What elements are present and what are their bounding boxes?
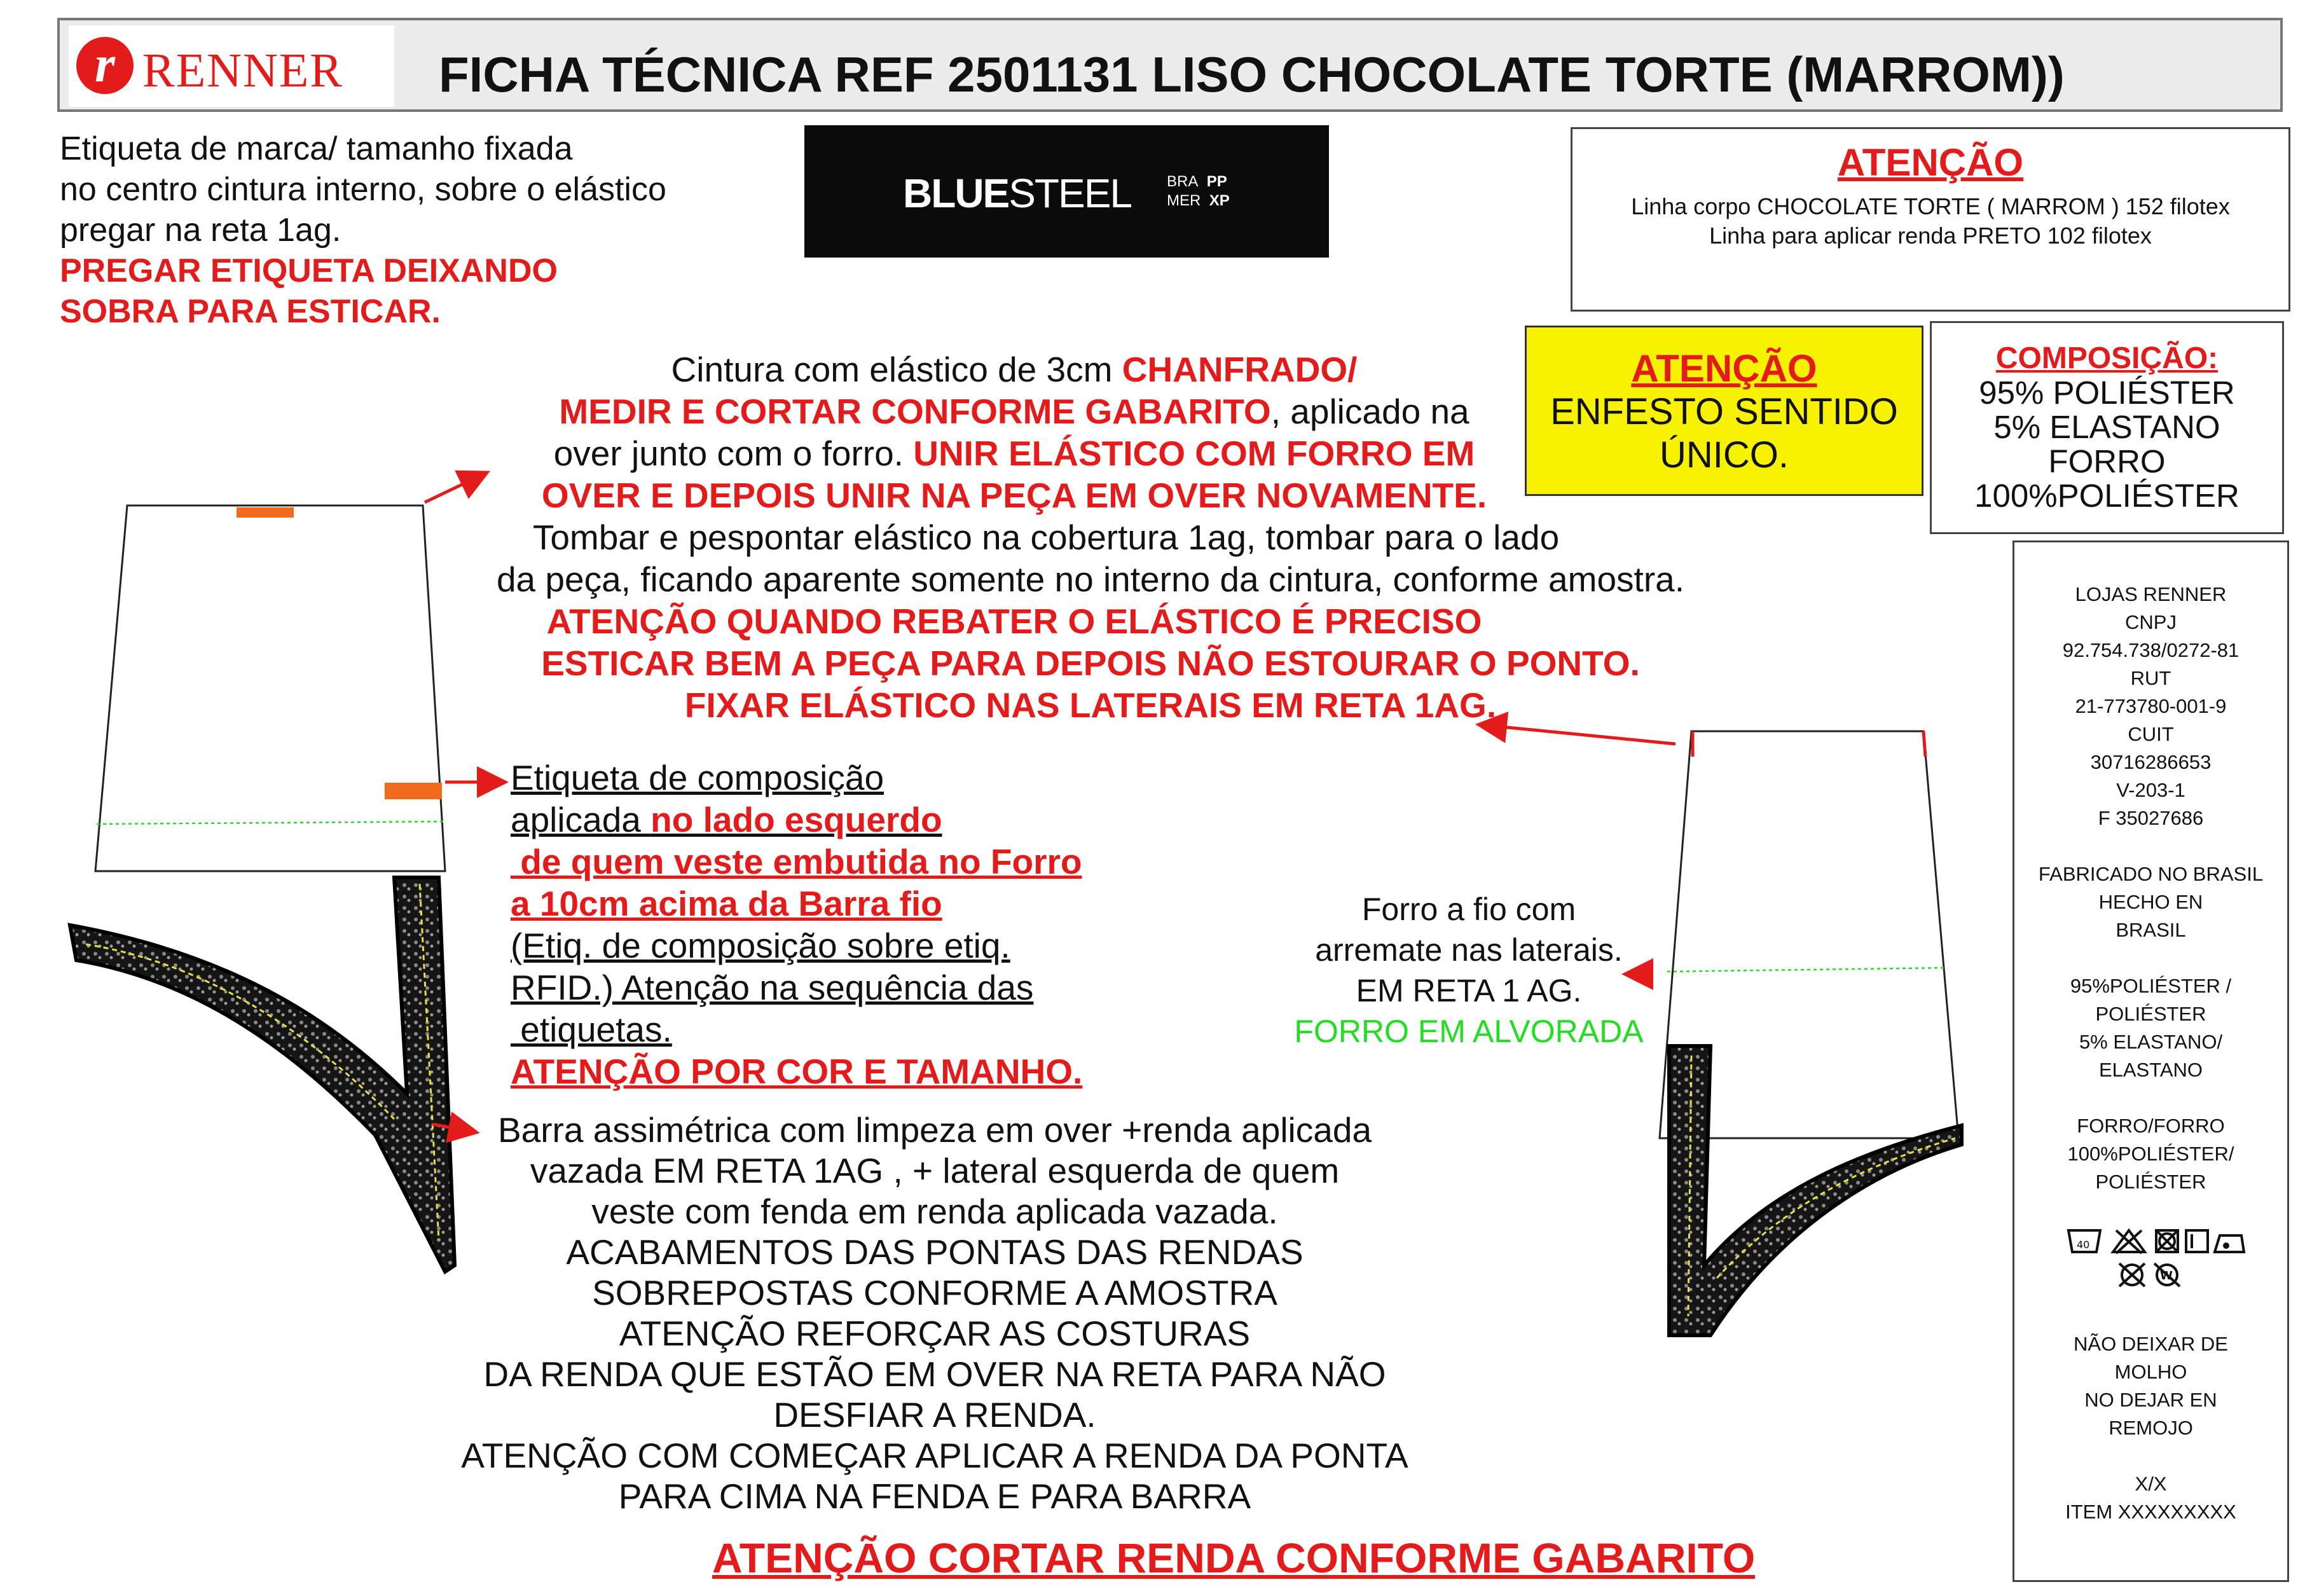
lining-note-text: Forro a fio com [1361, 891, 1576, 927]
hem-note-line: DA RENDA QUE ESTÃO EM OVER NA RETA PARA NÃO [483, 1354, 1386, 1394]
svg-text:40: 40 [2076, 1239, 2089, 1251]
brand-label-line1: BRA [1167, 173, 1199, 190]
care-label-line: 95%POLIÉSTER / [2070, 975, 2232, 997]
care-label-line: FORRO/FORRO [2077, 1115, 2225, 1137]
waist-note-warning: OVER E DEPOIS UNIR NA PEÇA EM OVER NOVAMENTE. [541, 476, 1487, 515]
waist-note-warning: FIXAR ELÁSTICO NAS LATERAIS EM RETA 1AG. [684, 685, 1497, 725]
attention-yellow-line2: ÚNICO. [1660, 434, 1789, 476]
svg-text:W: W [2159, 1269, 2173, 1283]
brand-tag-note-line: pregar na reta 1ag. [60, 212, 341, 249]
comp-tag-note-warning: ATENÇÃO POR COR E TAMANHO. [511, 1052, 1083, 1091]
waist-note-text: Tombar e pespontar elástico na cobertura 1ag, tombar para o lado [532, 518, 1560, 557]
composition-line: 95% POLIÉSTER [1979, 375, 2235, 411]
lining-note-text: EM RETA 1 AG. [1356, 973, 1582, 1008]
care-label-line: 21-773780-001-9 [2075, 695, 2227, 717]
lining-note-highlight: FORRO EM ALVORADA [1294, 1014, 1644, 1049]
care-label-line: 92.754.738/0272-81 [2062, 639, 2240, 661]
attention-box-line1: Linha corpo CHOCOLATE TORTE ( MARROM ) 152 filotex [1631, 193, 2230, 219]
care-label-size: X/X [2135, 1473, 2167, 1495]
front-skirt-drawing [70, 506, 455, 1272]
comp-tag-note-text: (Etiq. de composição sobre etiq. [511, 926, 1010, 965]
attention-yellow-title: ATENÇÃO [1631, 347, 1817, 390]
hem-note-line: vazada EM RETA 1AG , + lateral esquerda de quem [530, 1151, 1340, 1190]
hem-note-line: ATENÇÃO REFORÇAR AS COSTURAS [619, 1314, 1251, 1353]
care-label-line: FABRICADO NO BRASIL [2038, 863, 2264, 885]
care-label-line: F 35027686 [2098, 807, 2204, 829]
composition-line: 5% ELASTANO [1993, 409, 2220, 445]
waist-arrow [425, 474, 485, 502]
waist-note-text: Cintura com elástico de 3cm [671, 350, 1122, 389]
composition-line: 100%POLIÉSTER [1974, 478, 2240, 514]
attention-yellow-line1: ENFESTO SENTIDO [1550, 391, 1898, 432]
comp-tag-marker [385, 783, 442, 799]
care-label-line: 100%POLIÉSTER/ [2067, 1143, 2234, 1165]
renner-logo-icon: r [76, 37, 134, 94]
attention-box-title: ATENÇÃO [1837, 141, 2024, 184]
care-label-line: RUT [2130, 667, 2171, 689]
brand-tag-note-line: no centro cintura interno, sobre o elástico [60, 171, 666, 208]
hem-note-line: Barra assimétrica com limpeza em over +renda aplicada [497, 1110, 1372, 1150]
comp-tag-note-text: etiquetas. [511, 1010, 672, 1049]
care-label-line: BRASIL [2116, 919, 2186, 941]
brand-tag-warning: PREGAR ETIQUETA DEIXANDO [60, 252, 558, 289]
lining-note-text: arremate nas laterais. [1315, 932, 1623, 968]
hem-note-line: ACABAMENTOS DAS PONTAS DAS RENDAS [566, 1232, 1304, 1272]
composition-line: FORRO [2048, 443, 2166, 479]
hem-note-line: SOBREPOSTAS CONFORME A AMOSTRA [592, 1273, 1277, 1312]
brand-label-size2: XP [1209, 192, 1230, 209]
hem-note-line: PARA CIMA NA FENDA E PARA BARRA [618, 1476, 1251, 1516]
care-label-line: NÃO DEIXAR DE [2074, 1333, 2228, 1355]
care-label-line: CNPJ [2125, 611, 2177, 633]
brand-tag-warning: SOBRA PARA ESTICAR. [60, 293, 441, 330]
waist-note-warning: MEDIR E CORTAR CONFORME GABARITO [559, 392, 1271, 431]
brand-label-size1: PP [1206, 173, 1227, 190]
waist-note-text: , aplicado na [1270, 392, 1469, 431]
hem-note-line: ATENÇÃO COM COMEÇAR APLICAR A RENDA DA PONTA [461, 1436, 1408, 1475]
back-waist-arrow [1482, 725, 1675, 744]
comp-tag-note-warning: no lado esquerdo [650, 800, 942, 839]
care-label-line: POLIÉSTER [2095, 1003, 2206, 1025]
brand-label-name-light: STEEL [1008, 170, 1131, 216]
hem-note-line: veste com fenda em renda aplicada vazada. [591, 1192, 1278, 1231]
waist-note-warning: ESTICAR BEM A PEÇA PARA DEPOIS NÃO ESTOURAR O PONTO. [541, 643, 1640, 683]
care-label-line: REMOJO [2109, 1417, 2193, 1439]
comp-tag-note-text: RFID.) Atenção na sequência das [511, 968, 1034, 1007]
care-label-line: LOJAS RENNER [2075, 583, 2227, 605]
care-label-line: HECHO EN [2098, 891, 2203, 913]
brand-name: RENNER [142, 44, 343, 97]
care-label-line: V-203-1 [2116, 779, 2185, 801]
care-label-line: 30716286653 [2090, 751, 2212, 773]
comp-tag-note-warning: de quem veste embutida no Forro [511, 842, 1082, 881]
brand-tag-note-line: Etiqueta de marca/ tamanho fixada [60, 130, 573, 167]
brand-label-line2: MER [1167, 192, 1201, 209]
brand-label-name-bold: BLUE [903, 170, 1009, 216]
care-label-line: 5% ELASTANO/ [2079, 1031, 2223, 1053]
waist-note-warning: CHANFRADO/ [1122, 350, 1358, 389]
footer-warning: ATENÇÃO CORTAR RENDA CONFORME GABARITO [712, 1534, 1756, 1581]
comp-tag-note-warning: a 10cm acima da Barra fio [511, 884, 942, 923]
waist-note-text: over junto com o forro. [553, 434, 914, 473]
care-label-line: CUIT [2128, 723, 2174, 745]
care-label-line: ELASTANO [2098, 1059, 2203, 1081]
hem-note-line: DESFIAR A RENDA. [773, 1395, 1096, 1434]
brand-tag-marker [237, 507, 294, 518]
attention-box-line2: Linha para aplicar renda PRETO 102 filotex [1709, 223, 2152, 249]
comp-tag-note-text: Etiqueta de composição [511, 758, 884, 797]
waist-note-text: da peça, ficando aparente somente no interno da cintura, conforme amostra. [496, 560, 1685, 599]
care-label-line: NO DEJAR EN [2084, 1389, 2217, 1411]
back-skirt-drawing [1660, 731, 1962, 1335]
comp-tag-note-text: aplicada [511, 800, 651, 839]
lace-hem-front [70, 877, 455, 1272]
care-label-line: MOLHO [2114, 1361, 2187, 1383]
waist-note-warning: ATENÇÃO QUANDO REBATER O ELÁSTICO É PRECISO [546, 602, 1482, 641]
composition-title: COMPOSIÇÃO: [1995, 341, 2219, 375]
waist-note-warning: UNIR ELÁSTICO COM FORRO EM [913, 434, 1475, 473]
care-label-item: ITEM XXXXXXXXX [2065, 1501, 2236, 1523]
page-title: FICHA TÉCNICA REF 2501131 LISO CHOCOLATE TORTE (MARROM)) [439, 46, 2065, 102]
care-label-line: POLIÉSTER [2095, 1171, 2206, 1193]
